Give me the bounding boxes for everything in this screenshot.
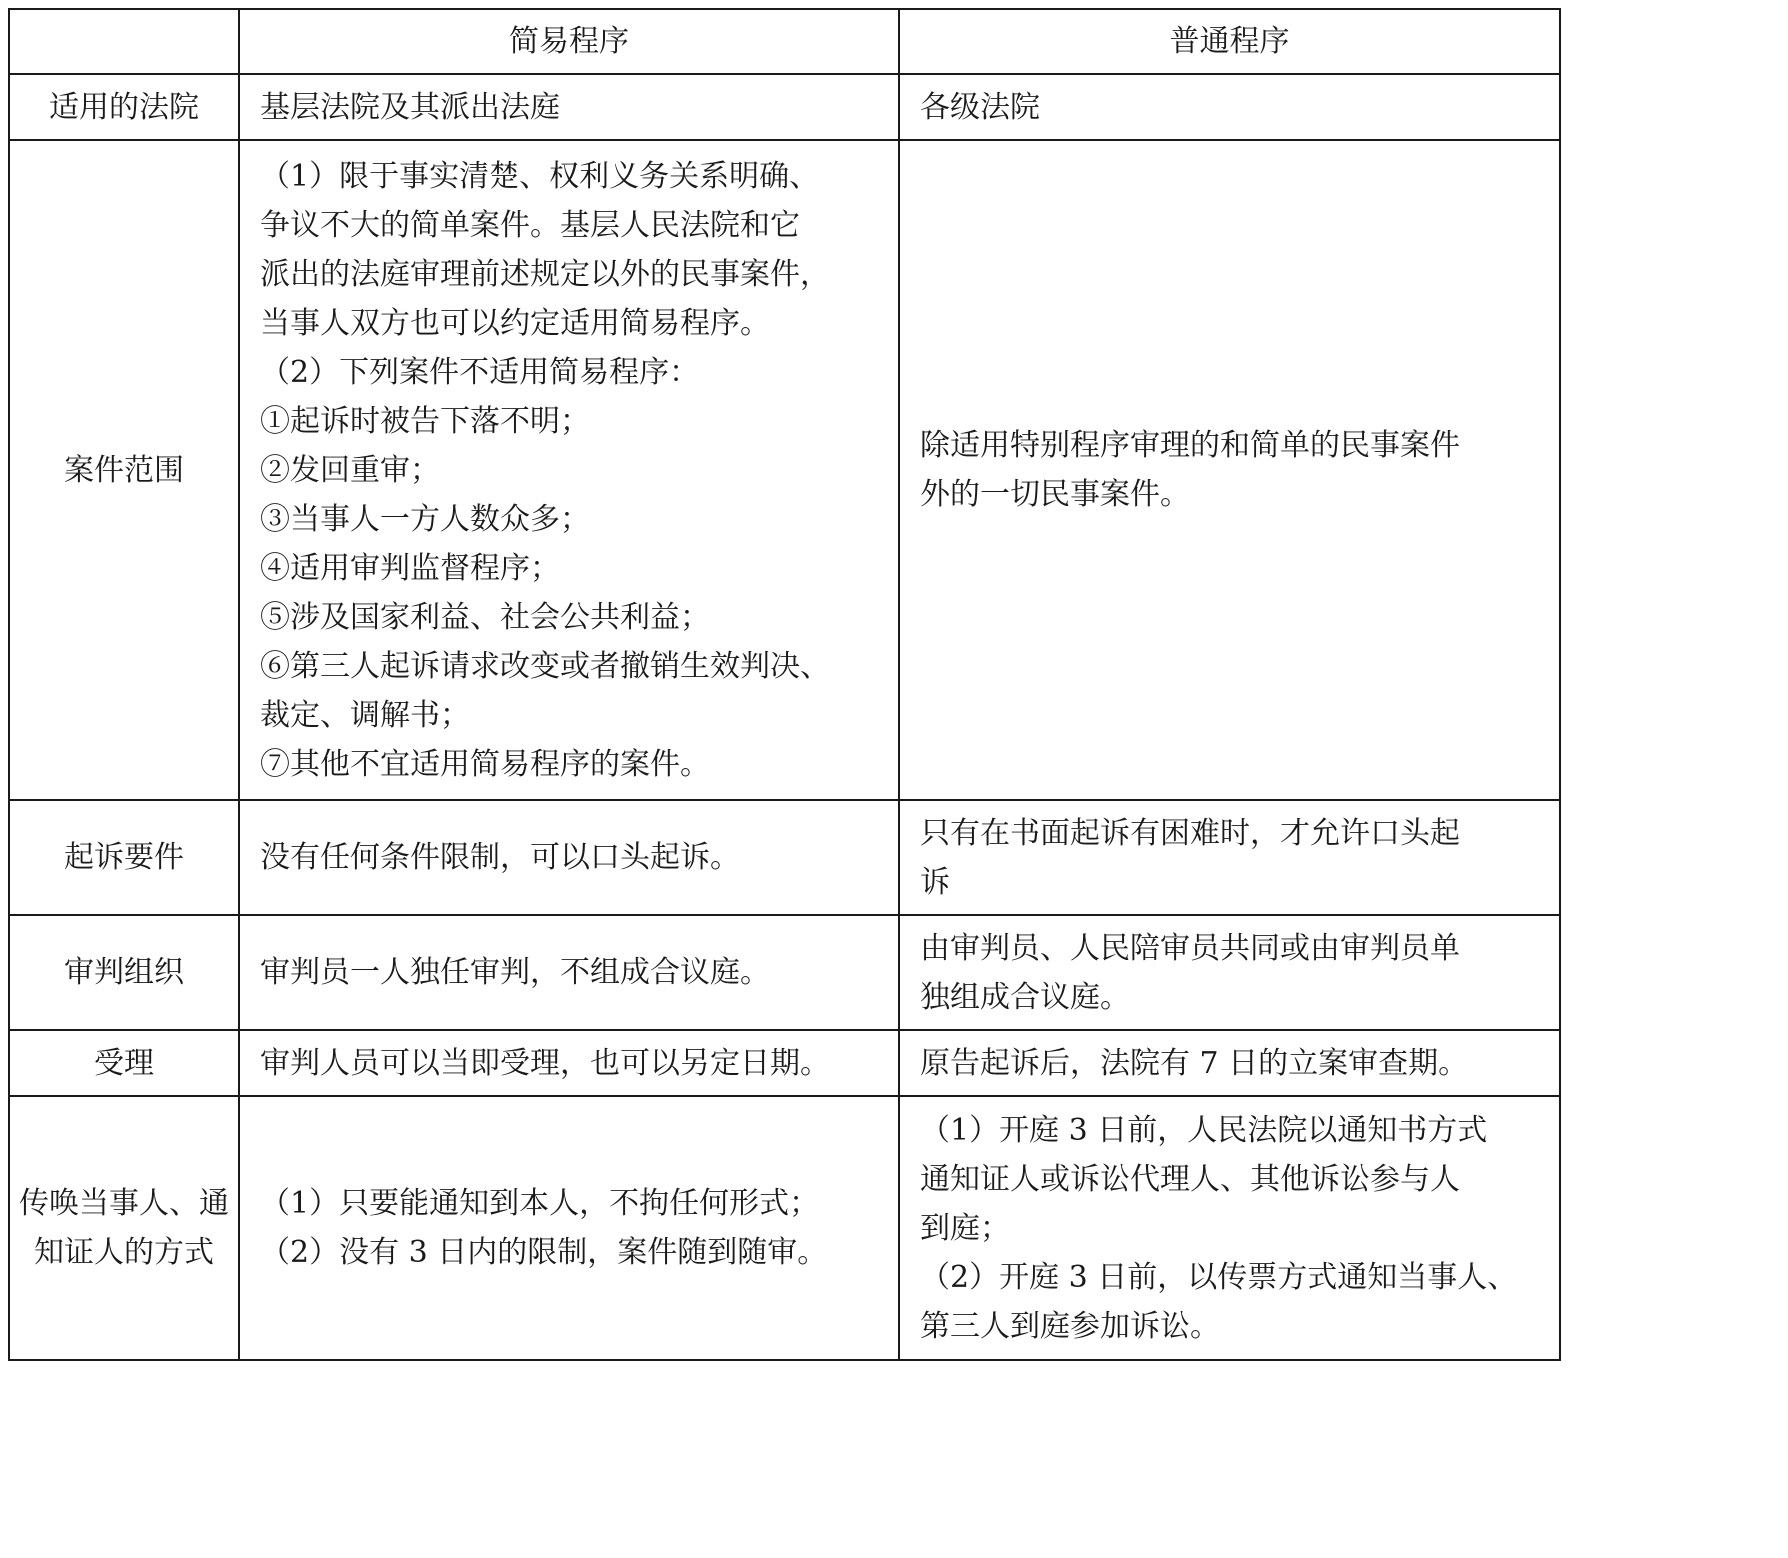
simple-trial-organization (239, 915, 899, 1030)
cell-line: ②发回重审； (260, 452, 440, 488)
simple-case-scope (239, 140, 899, 800)
cell-line: （2）下列案件不适用简易程序： (260, 354, 700, 390)
cell-line: 只有在书面起诉有困难时，才允许口头起 (920, 815, 1460, 851)
cell-line: 到庭； (920, 1210, 1010, 1246)
cell-line: 派出的法庭审理前述规定以外的民事案件， (260, 256, 830, 292)
cell-line: 通知证人或诉讼代理人、其他诉讼参与人 (920, 1161, 1460, 1197)
cell-line: 当事人双方也可以约定适用简易程序。 (260, 305, 770, 341)
ordinary-acceptance (899, 1030, 1560, 1096)
cell-line: ⑤涉及国家利益、社会公共利益； (260, 599, 710, 635)
cell-line: 第三人到庭参加诉讼。 (920, 1308, 1220, 1344)
row-label-filing-requirements: 起诉要件 (9, 800, 239, 915)
cell-line: ⑥第三人起诉请求改变或者撤销生效判决、 (260, 648, 830, 684)
cell-line: 由审判员、人民陪审员共同或由审判员单 (920, 930, 1460, 966)
ordinary-applicable-court (899, 74, 1560, 140)
simple-acceptance (239, 1030, 899, 1096)
ordinary-filing-requirements (899, 800, 1560, 915)
row-label-trial-organization: 审判组织 (9, 915, 239, 1030)
cell-line: 原告起诉后，法院有 7 日的立案审查期。 (920, 1045, 1469, 1081)
ordinary-summons-method (899, 1096, 1560, 1360)
simple-filing-requirements (239, 800, 899, 915)
row-label-applicable-court: 适用的法院 (9, 74, 239, 140)
cell-line: ③当事人一方人数众多； (260, 501, 590, 537)
cell-line: 除适用特别程序审理的和简单的民事案件 (920, 428, 1460, 463)
ordinary-trial-organization (899, 915, 1560, 1030)
cell-line: 争议不大的简单案件。基层人民法院和它 (260, 207, 800, 243)
cell-line: 外的一切民事案件。 (920, 477, 1190, 512)
ordinary-case-scope (899, 140, 1560, 800)
header-simple-procedure: 简易程序 (239, 9, 899, 74)
row-label-summons-method (9, 1096, 239, 1360)
cell-line: （1）只要能通知到本人，不拘任何形式； (260, 1186, 820, 1221)
table-row (9, 915, 1560, 1030)
cell-line: 传唤当事人、通 (19, 1186, 229, 1221)
table-header-row (9, 9, 1560, 74)
cell-line: 基层法院及其派出法庭 (260, 89, 560, 125)
cell-line: 各级法院 (920, 89, 1040, 125)
procedure-comparison-table (8, 8, 1561, 1361)
table-row (9, 140, 1560, 800)
simple-applicable-court (239, 74, 899, 140)
cell-line: ⑦其他不宜适用简易程序的案件。 (260, 746, 710, 782)
cell-line: 没有任何条件限制，可以口头起诉。 (260, 840, 740, 875)
cell-line: 裁定、调解书； (260, 697, 470, 733)
row-label-acceptance: 受理 (9, 1030, 239, 1096)
cell-line: （1）开庭 3 日前，人民法院以通知书方式 (920, 1112, 1488, 1148)
cell-line: （2）没有 3 日内的限制，案件随到随审。 (260, 1235, 828, 1270)
cell-line: 诉 (920, 864, 950, 900)
simple-summons-method (239, 1096, 899, 1360)
cell-line: ①起诉时被告下落不明； (260, 403, 590, 439)
table-row (9, 1030, 1560, 1096)
header-blank-cell (9, 9, 239, 74)
cell-line: （2）开庭 3 日前，以传票方式通知当事人、 (920, 1259, 1518, 1295)
cell-line: 审判员一人独任审判，不组成合议庭。 (260, 955, 770, 990)
cell-line: 独组成合议庭。 (920, 979, 1130, 1015)
cell-line: 知证人的方式 (34, 1235, 214, 1270)
row-label-case-scope: 案件范围 (9, 140, 239, 800)
header-ordinary-procedure: 普通程序 (899, 9, 1560, 74)
cell-line: 审判人员可以当即受理，也可以另定日期。 (260, 1045, 830, 1081)
table-row (9, 1096, 1560, 1360)
cell-line: （1）限于事实清楚、权利义务关系明确、 (260, 158, 820, 194)
table-row (9, 74, 1560, 140)
table-row (9, 800, 1560, 915)
cell-line: ④适用审判监督程序； (260, 550, 560, 586)
